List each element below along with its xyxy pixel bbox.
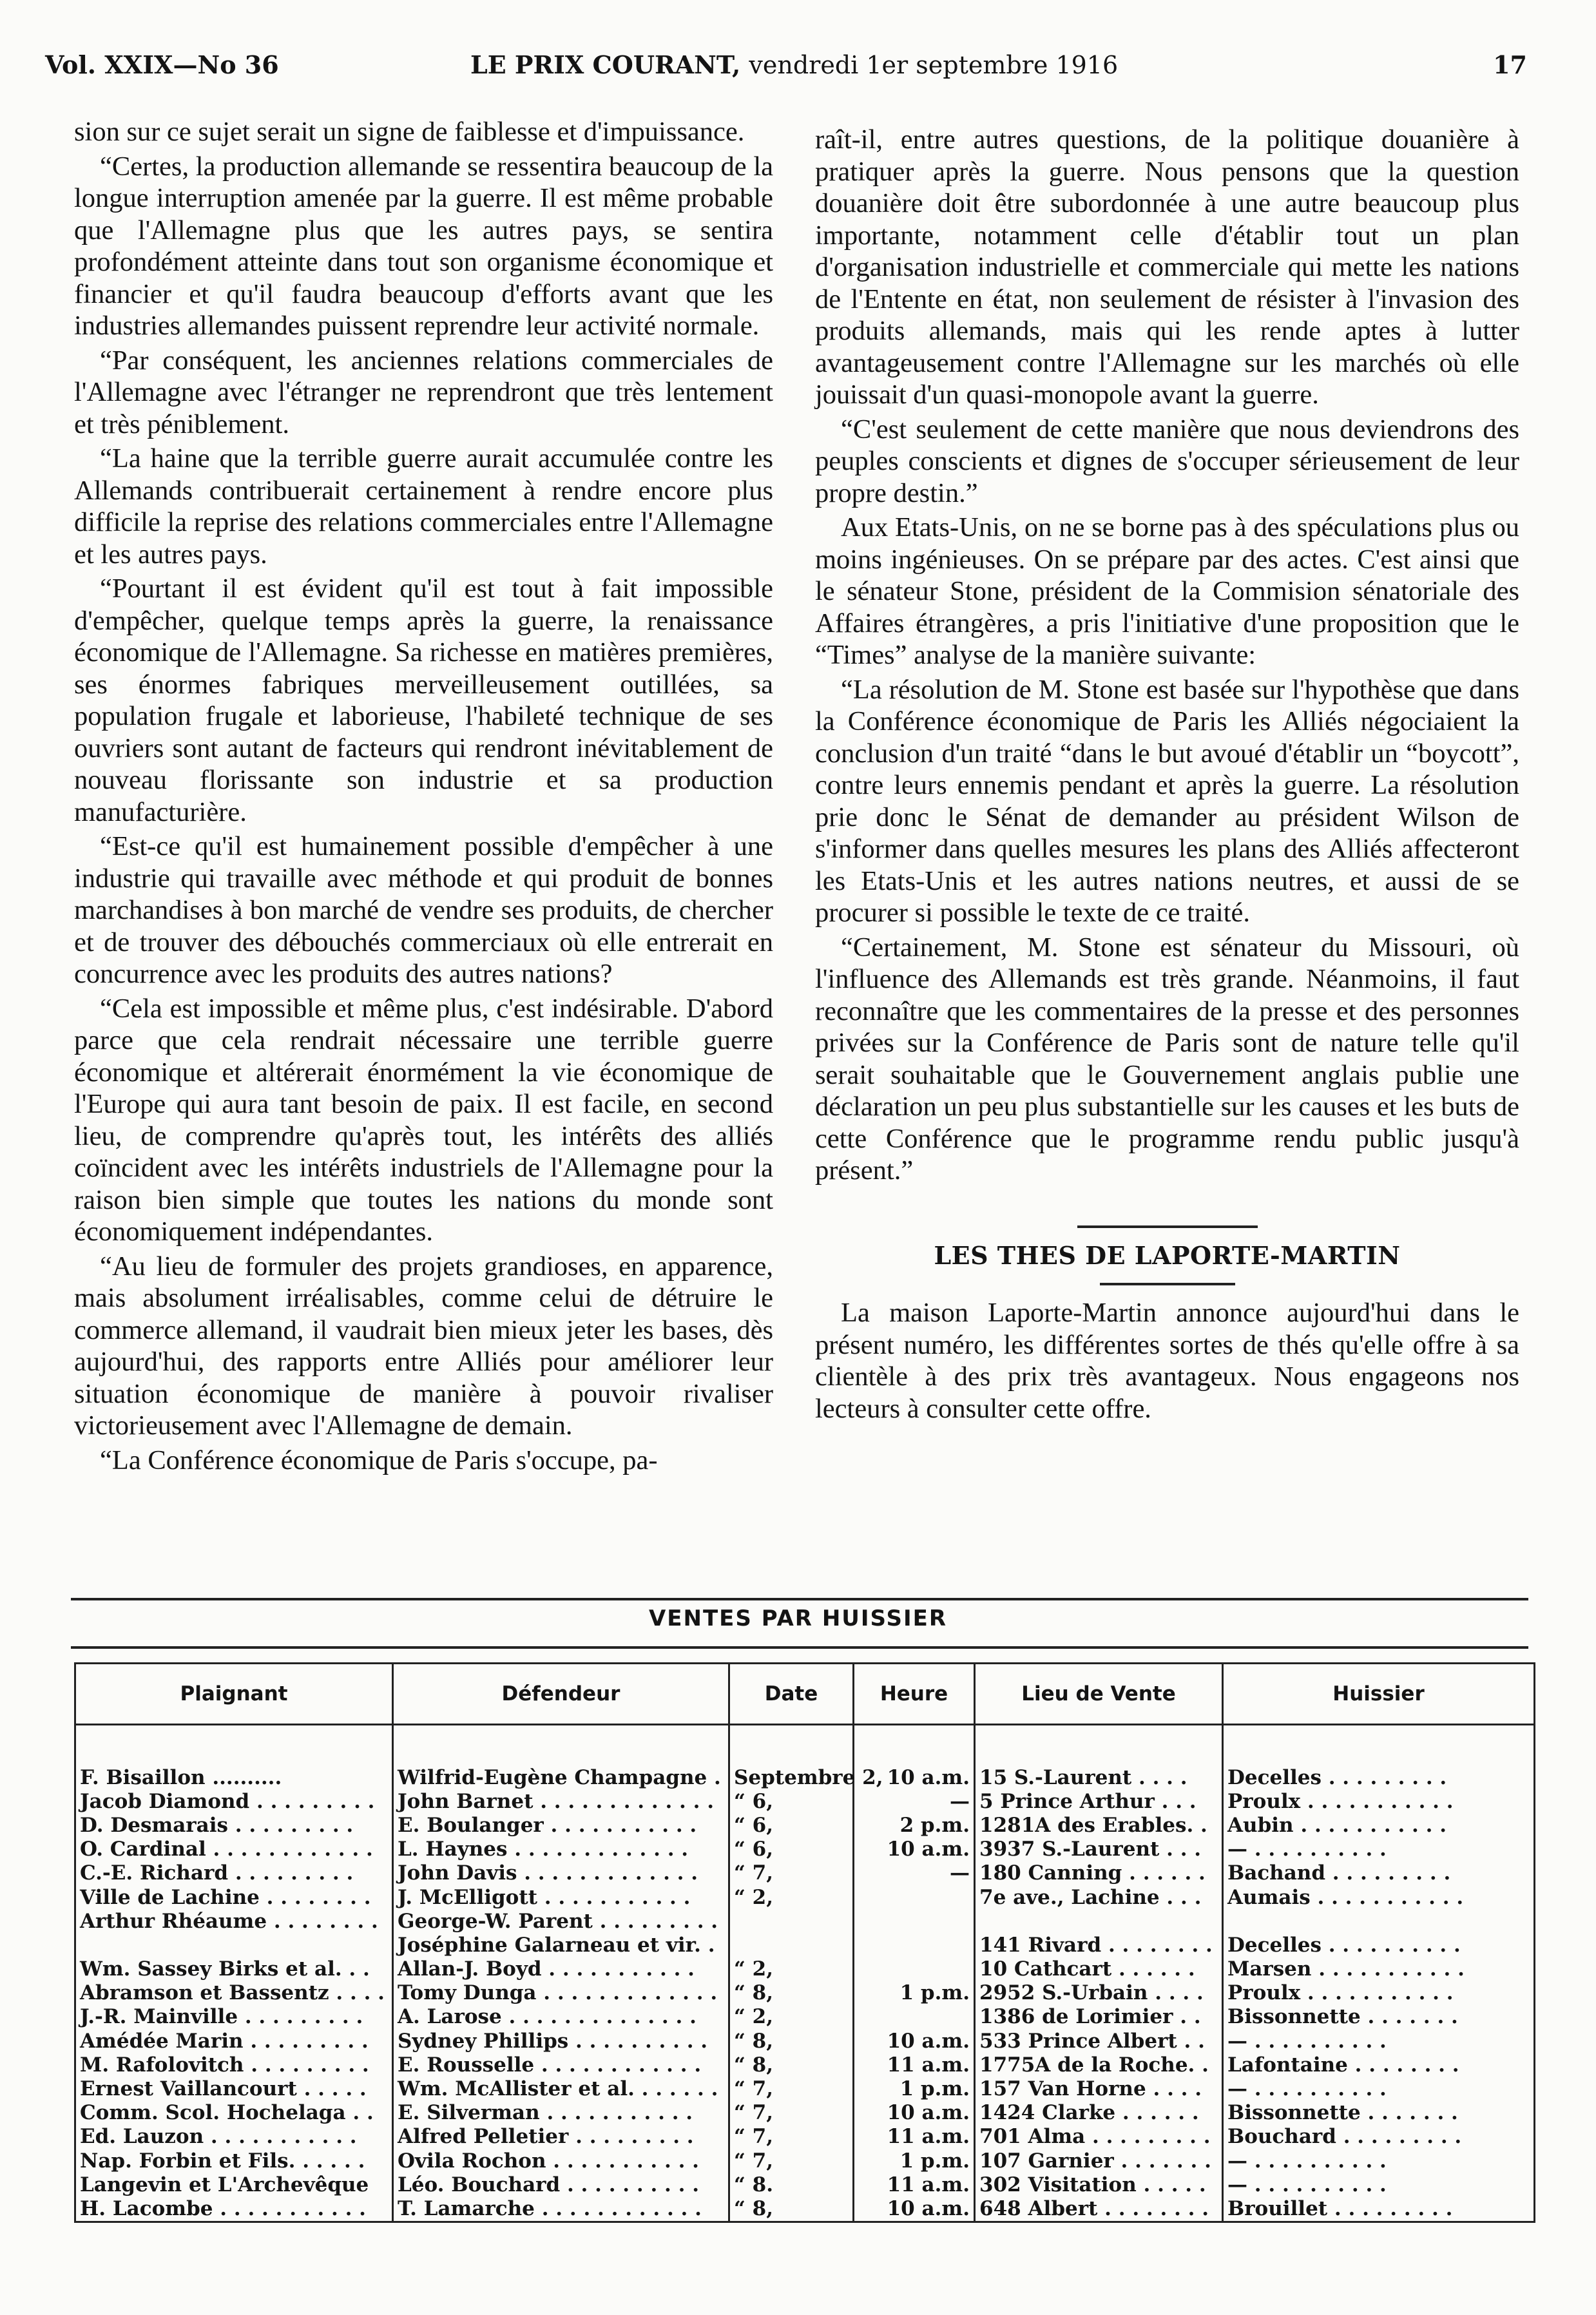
cell-plaignant: Ernest Vaillancourt . . . . . (75, 2077, 393, 2100)
right-column (815, 124, 1519, 1427)
cell-defendeur: T. Lamarche . . . . . . . . . . . . (393, 2196, 729, 2222)
table-header-row (75, 1664, 1535, 1725)
table-row (75, 1981, 1535, 2005)
cell-huissier (1223, 1909, 1535, 1933)
cell-plaignant: Ed. Lauzon . . . . . . . . . . . (75, 2125, 393, 2149)
cell-heure (854, 1957, 975, 1981)
cell-defendeur: Sydney Phillips . . . . . . . . . . (393, 2029, 729, 2053)
cell-lieu: 1775A de la Roche. . (975, 2053, 1223, 2077)
cell-date: “ 8, (729, 2029, 854, 2053)
cell-heure: 1 p.m. (854, 2077, 975, 2100)
section-title: LES THES DE LAPORTE-MARTIN (934, 1240, 1401, 1270)
cell-plaignant: Wm. Sassey Birks et al. . . (75, 1957, 393, 1981)
cell-heure: 10 a.m. (854, 1765, 975, 1789)
ventes-title: VENTES PAR HUISSIER (648, 1606, 948, 1631)
cell-heure: — (854, 1789, 975, 1813)
cell-heure: — (854, 1861, 975, 1885)
cell-plaignant: Amédée Marin . . . . . . . . . (75, 2029, 393, 2053)
table-row (75, 2196, 1535, 2222)
table-row (75, 1765, 1535, 1789)
cell-plaignant: D. Desmarais . . . . . . . . . (75, 1813, 393, 1837)
cell-lieu: 2952 S.-Urbain . . . . (975, 1981, 1223, 2005)
cell-defendeur: Wilfrid-Eugène Champagne . (393, 1765, 729, 1789)
cell-heure: 11 a.m. (854, 2053, 975, 2077)
section-divider (1100, 1283, 1235, 1285)
cell-huissier: Proulx . . . . . . . . . . . (1223, 1789, 1535, 1813)
column-header-heure: Heure (854, 1664, 975, 1725)
cell-date: “ 8, (729, 2196, 854, 2222)
cell-huissier: — . . . . . . . . . . (1223, 2029, 1535, 2053)
cell-huissier: — . . . . . . . . . . (1223, 2077, 1535, 2100)
table-row (75, 2173, 1535, 2196)
cell-heure: 2 p.m. (854, 1813, 975, 1837)
column-bottom-rule (71, 1598, 1528, 1600)
cell-date: “ 7, (729, 2101, 854, 2125)
cell-lieu: 180 Canning . . . . . . (975, 1861, 1223, 1885)
cell-lieu: 3937 S.-Laurent . . . (975, 1838, 1223, 1861)
table-row (75, 1838, 1535, 1861)
table-row (75, 1861, 1535, 1885)
cell-heure: 1 p.m. (854, 1981, 975, 2005)
cell-huissier: Bouchard . . . . . . . . . (1223, 2125, 1535, 2149)
cell-huissier: Bachand . . . . . . . . . (1223, 1861, 1535, 1885)
table-spacer-row (75, 1725, 1535, 1766)
cell-defendeur: E. Boulanger . . . . . . . . . . . (393, 1813, 729, 1837)
cell-lieu (975, 1909, 1223, 1933)
paragraph: Aux Etats-Unis, on ne se borne pas à des spéculations plus ou moins ingénieuses. On se prépare par des actes. C'est ainsi que le sénateur Stone, président de la Commision sénatoriale des Affaires étrangères, a pris l'initiative d'une proposition que le “Times” analyse de la manière suivante: (815, 512, 1519, 670)
cell-huissier: — . . . . . . . . . . (1223, 1838, 1535, 1861)
cell-date: “ 7, (729, 2077, 854, 2100)
cell-plaignant: F. Bisaillon .......... (75, 1765, 393, 1789)
cell-defendeur: Tomy Dunga . . . . . . . . . . . . . (393, 1981, 729, 2005)
cell-lieu: 107 Garnier . . . . . . . (975, 2149, 1223, 2173)
cell-defendeur: E. Rousselle . . . . . . . . . . . . (393, 2053, 729, 2077)
cell-plaignant: Langevin et L'Archevêque (75, 2173, 393, 2196)
cell-heure (854, 1909, 975, 1933)
page-header (45, 50, 1527, 89)
cell-plaignant: M. Rafolovitch . . . . . . . . . (75, 2053, 393, 2077)
issue-date: vendredi 1er septembre 1916 (749, 51, 1119, 79)
column-header-plaignant: Plaignant (75, 1664, 393, 1725)
cell-lieu: 1281A des Erables. . (975, 1813, 1223, 1837)
cell-lieu: 10 Cathcart . . . . . . (975, 1957, 1223, 1981)
cell-plaignant: C.-E. Richard . . . . . . . . . (75, 1861, 393, 1885)
cell-lieu: 157 Van Horne . . . . (975, 2077, 1223, 2100)
column-header-date: Date (729, 1664, 854, 1725)
cell-huissier: Bissonnette . . . . . . . (1223, 2101, 1535, 2125)
cell-huissier: Aumais . . . . . . . . . . . (1223, 1885, 1535, 1909)
cell-heure: 10 a.m. (854, 2029, 975, 2053)
cell-heure: 11 a.m. (854, 2173, 975, 2196)
cell-plaignant: J.-R. Mainville . . . . . . . . . (75, 2005, 393, 2029)
paragraph: “C'est seulement de cette manière que nous deviendrons des peuples conscients et dignes de s'occuper sérieusement de leur propre destin.” (815, 414, 1519, 508)
cell-lieu: 7e ave., Lachine . . . (975, 1885, 1223, 1909)
paragraph: “Par conséquent, les anciennes relations commerciales de l'Allemagne avec l'étranger ne reprendront que très lentement et très péniblement. (74, 345, 773, 439)
paragraph: “La résolution de M. Stone est basée sur l'hypothèse que dans la Conférence économique de Paris les Alliés négociaient la conclusion d'un traité “dans le but avoué d'établir un “boycott”, contre leurs ennemis pendant et après la guerre. La résolution prie donc le Sénat de demander au président Wilson de s'informer dans quelles mesures les plans des Alliés affecteront les Etats-Unis et les autres nations neutres, et aussi de se procurer si possible le texte de ce traité. (815, 674, 1519, 928)
cell-defendeur: A. Larose . . . . . . . . . . . . . . (393, 2005, 729, 2029)
cell-lieu: 1424 Clarke . . . . . . (975, 2101, 1223, 2125)
cell-heure: 10 a.m. (854, 2196, 975, 2222)
cell-plaignant: O. Cardinal . . . . . . . . . . . . (75, 1838, 393, 1861)
table-row (75, 2101, 1535, 2125)
section-divider (1077, 1225, 1258, 1228)
cell-lieu: 5 Prince Arthur . . . (975, 1789, 1223, 1813)
cell-defendeur: Wm. McAllister et al. . . . . . . (393, 2077, 729, 2100)
paragraph: “Certainement, M. Stone est sénateur du Missouri, où l'influence des Allemands est très grande. Néanmoins, il faut reconnaître que les commentaires de la presse et des personnes privées sur la Conférence de Paris sont de nature telle qu'il serait souhaitable que le Gouvernement anglais publie une déclaration un peu plus substantielle sur les causes et les buts de cette Conférence que le programme rendu public jusqu'à présent.” (815, 932, 1519, 1186)
paragraph: raît-il, entre autres questions, de la politique douanière à pratiquer après la guerre. Nous pensons que la question douanière doit être subordonnée à une autre beaucoup plus importante, notamment celle d'établir tout un plan d'organisation industrielle et commerciale qui mette les nations de l'Entente en état, non seulement de résister à l'invasion des produits allemands, mais qui les rende aptes à lutter avantageusement contre l'Allemagne sur les marchés où elle jouissait d'un quasi-monopole avant la guerre. (815, 124, 1519, 410)
cell-huissier: Brouillet . . . . . . . . . (1223, 2196, 1535, 2222)
cell-lieu: 1386 de Lorimier . . (975, 2005, 1223, 2029)
cell-defendeur: Alfred Pelletier . . . . . . . . . (393, 2125, 729, 2149)
table-row (75, 1813, 1535, 1837)
section-body: La maison Laporte-Martin annonce aujourd'hui dans le présent numéro, les différentes sortes de thés qu'elle offre à sa clientèle à des prix très avantageux. Nous engageons nos lecteurs à consulter cette offre. (815, 1298, 1519, 1424)
cell-lieu: 302 Visitation . . . . . (975, 2173, 1223, 2196)
column-header-huissier: Huissier (1223, 1664, 1535, 1725)
paragraph: “Au lieu de formuler des projets grandioses, en apparence, mais absolument irréalisables, comme celui de détruire le commerce allemand, il vaudrait bien mieux jeter les bases, dès aujourd'hui, des rapports entre Alliés pour améliorer leur situation économique de manière à pouvoir rivaliser victorieusement avec l'Allemagne de demain. (74, 1251, 773, 1441)
cell-lieu: 15 S.-Laurent . . . . (975, 1765, 1223, 1789)
cell-huissier: Lafontaine . . . . . . . . (1223, 2053, 1535, 2077)
cell-plaignant: Ville de Lachine . . . . . . . . (75, 1885, 393, 1909)
table-row (75, 2005, 1535, 2029)
cell-date (729, 1909, 854, 1933)
table-row (75, 1789, 1535, 1813)
cell-defendeur: Allan-J. Boyd . . . . . . . . . . . (393, 1957, 729, 1981)
paragraph: “La haine que la terrible guerre aurait accumulée contre les Allemands contribuerait certainement à rendre encore plus difficile la reprise des relations commerciales entre l'Allemagne et les autres pays. (74, 443, 773, 570)
cell-lieu: 141 Rivard . . . . . . . . (975, 1933, 1223, 1957)
cell-date: “ 7, (729, 1861, 854, 1885)
cell-heure (854, 1933, 975, 1957)
cell-huissier: Decelles . . . . . . . . . (1223, 1765, 1535, 1789)
cell-defendeur: John Davis . . . . . . . . . . . . . (393, 1861, 729, 1885)
cell-date: “ 2, (729, 2005, 854, 2029)
column-header-lieu: Lieu de Vente (975, 1664, 1223, 1725)
journal-title (470, 50, 1118, 79)
cell-plaignant: Arthur Rhéaume . . . . . . . . (75, 1909, 393, 1933)
cell-defendeur: E. Silverman . . . . . . . . . . . (393, 2101, 729, 2125)
table-row (75, 2053, 1535, 2077)
cell-lieu: 648 Albert . . . . . . . . (975, 2196, 1223, 2222)
cell-date: “ 2, (729, 1885, 854, 1909)
table-row (75, 1933, 1535, 1957)
paragraph: “Est-ce qu'il est humainement possible d'empêcher à une industrie qui travaille avec méthode et qui produit de bonnes marchandises à bon marché de vendre ses produits, de chercher et de trouver des débouchés commerciaux où elle entrerait en concurrence avec les produits des autres nations? (74, 831, 773, 989)
cell-plaignant: Comm. Scol. Hochelaga . . (75, 2101, 393, 2125)
cell-defendeur: L. Haynes . . . . . . . . . . . . . (393, 1838, 729, 1861)
table-row (75, 1909, 1535, 1933)
cell-heure (854, 1885, 975, 1909)
table-row (75, 1957, 1535, 1981)
cell-huissier: — . . . . . . . . . . (1223, 2173, 1535, 2196)
column-header-defendeur: Défendeur (393, 1664, 729, 1725)
cell-date: “ 8, (729, 1981, 854, 2005)
cell-defendeur: John Barnet . . . . . . . . . . . . . (393, 1789, 729, 1813)
table-row (75, 2125, 1535, 2149)
cell-plaignant (75, 1933, 393, 1957)
left-column (74, 116, 773, 1479)
volume-number: Vol. XXIX—No 36 (45, 50, 279, 79)
cell-plaignant: H. Lacombe . . . . . . . . . . . (75, 2196, 393, 2222)
cell-plaignant: Jacob Diamond . . . . . . . . . (75, 1789, 393, 1813)
cell-huissier: Marsen . . . . . . . . . . . (1223, 1957, 1535, 1981)
cell-defendeur: Joséphine Galarneau et vir. . (393, 1933, 729, 1957)
cell-defendeur: J. McElligott . . . . . . . . . . . (393, 1885, 729, 1909)
cell-heure: 1 p.m. (854, 2149, 975, 2173)
journal-name: LE PRIX COURANT, (470, 50, 741, 79)
cell-heure (854, 2005, 975, 2029)
paragraph: “Certes, la production allemande se ressentira beaucoup de la longue interruption amenée par la guerre. Il est même probable que l'Allemagne plus que les autres pays, se sentira profondément atteinte dans tout son organisme économique et financier et qu'il faudra beaucoup d'efforts avant que les industries allemandes puissent reprendre leur activité normale. (74, 151, 773, 341)
cell-date: Septembre 2, (729, 1765, 854, 1789)
cell-plaignant: Abramson et Bassentz . . . . (75, 1981, 393, 2005)
cell-lieu: 533 Prince Albert . . (975, 2029, 1223, 2053)
table-row (75, 2029, 1535, 2053)
paragraph: “Cela est impossible et même plus, c'est indésirable. D'abord parce que cela rendrait nécessaire une terrible guerre économique et altérerait énormément la vie économique de l'Europe qui aura tant besoin de paix. Il est facile, en second lieu, de comprendre qu'après tout, les intérêts des alliés coïncident avec les intérêts industriels de l'Allemagne pour la raison bien simple que toutes les nations du monde sont économiquement indépendantes. (74, 993, 773, 1247)
cell-huissier: — . . . . . . . . . . (1223, 2149, 1535, 2173)
cell-defendeur: Ovila Rochon . . . . . . . . . . . (393, 2149, 729, 2173)
cell-heure: 10 a.m. (854, 2101, 975, 2125)
cell-date: “ 8, (729, 2053, 854, 2077)
paragraph: “Pourtant il est évident qu'il est tout à fait impossible d'empêcher, quelque temps après la guerre, la renaissance économique de l'Allemagne. Sa richesse en matières premières, ses énormes fabriques merveilleusement outillées, sa population frugale et laborieuse, l'habileté technique de ses ouvriers sont autant de facteurs qui rendront inévitablement de nouveau florissante son industrie et sa production manufacturière. (74, 573, 773, 827)
cell-date: “ 2, (729, 1957, 854, 1981)
cell-huissier: Bissonnette . . . . . . . (1223, 2005, 1535, 2029)
table-row (75, 1885, 1535, 1909)
ventes-table (74, 1662, 1535, 2223)
page-number: 17 (1493, 50, 1527, 79)
cell-date: “ 6, (729, 1789, 854, 1813)
cell-plaignant: Nap. Forbin et Fils. . . . . . (75, 2149, 393, 2173)
cell-date: “ 7, (729, 2149, 854, 2173)
ventes-top-rule (71, 1646, 1528, 1649)
cell-defendeur: George-W. Parent . . . . . . . . . (393, 1909, 729, 1933)
table-row (75, 2149, 1535, 2173)
cell-huissier: Decelles . . . . . . . . . . (1223, 1933, 1535, 1957)
cell-heure: 10 a.m. (854, 1838, 975, 1861)
cell-huissier: Aubin . . . . . . . . . . . (1223, 1813, 1535, 1837)
table-row (75, 2077, 1535, 2100)
paragraph: “La Conférence économique de Paris s'occupe, pa- (100, 1445, 658, 1475)
cell-date: “ 6, (729, 1838, 854, 1861)
cell-date: “ 7, (729, 2125, 854, 2149)
paragraph: sion sur ce sujet serait un signe de faiblesse et d'impuissance. (74, 117, 745, 147)
cell-date: “ 6, (729, 1813, 854, 1837)
cell-date: “ 8. (729, 2173, 854, 2196)
cell-lieu: 701 Alma . . . . . . . . . (975, 2125, 1223, 2149)
cell-huissier: Proulx . . . . . . . . . . . (1223, 1981, 1535, 2005)
cell-heure: 11 a.m. (854, 2125, 975, 2149)
cell-defendeur: Léo. Bouchard . . . . . . . . . . (393, 2173, 729, 2196)
cell-date (729, 1933, 854, 1957)
